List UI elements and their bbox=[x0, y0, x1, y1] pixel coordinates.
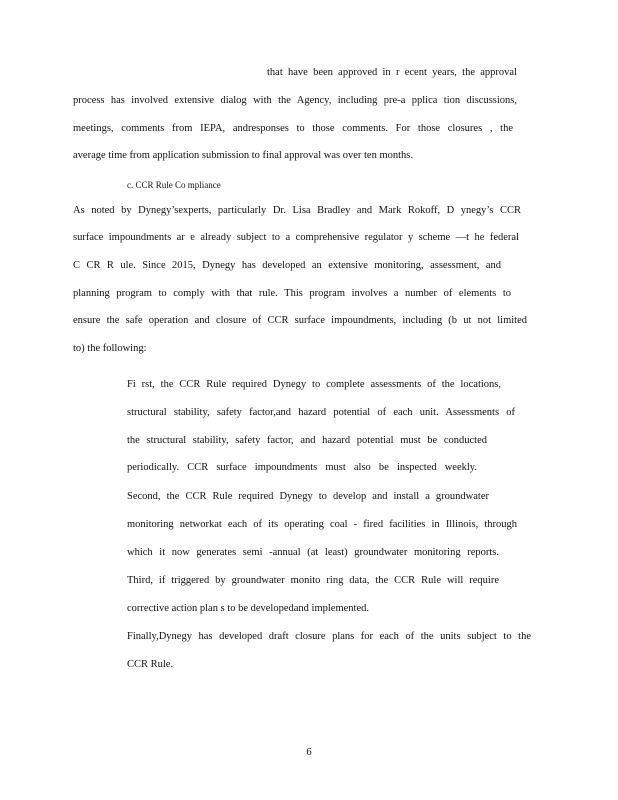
bullet-1-line: structural stability, safety factor,and hazard potential of each unit. Assessments of bbox=[127, 407, 515, 418]
bullet-1-line: the structural stability, safety factor, and hazard potential must be conducted bbox=[127, 435, 487, 446]
bullet-3-line: corrective action plan s to be developedand implemented. bbox=[127, 603, 369, 614]
bullet-4-line: Finally,Dynegy has developed draft closure plans for each of the units subject to the bbox=[127, 631, 531, 642]
paragraph-2-line: to) the following: bbox=[73, 343, 147, 354]
paragraph-2-line: ensure the safe operation and closure of CCR surface impoundments, including (b ut not limited bbox=[73, 315, 527, 326]
paragraph-1-line: average time from application submission to final approval was over ten months. bbox=[73, 150, 413, 161]
paragraph-1-line: that have been approved in r ecent years, the approval bbox=[267, 67, 517, 78]
bullet-4-line: CCR Rule. bbox=[127, 659, 174, 670]
page-number: 6 bbox=[306, 747, 312, 758]
paragraph-1-line: process has involved extensive dialog with the Agency, including pre-a pplica tion discussions, bbox=[73, 95, 517, 106]
paragraph-2-line: As noted by Dynegy’sexperts, particularly Dr. Lisa Bradley and Mark Rokoff, D ynegy’s CCR bbox=[73, 205, 521, 216]
bullet-2-line: Second, the CCR Rule required Dynegy to develop and install a groundwater bbox=[127, 491, 489, 502]
section-heading: c. CCR Rule Co mpliance bbox=[127, 180, 221, 190]
bullet-2-line: monitoring networkat each of its operating coal - fired facilities in Illinois, through bbox=[127, 519, 517, 530]
bullet-1-line: Fi rst, the CCR Rule required Dynegy to complete assessments of the locations, bbox=[127, 379, 501, 390]
paragraph-1-line: meetings, comments from IEPA, andresponses to those comments. For those closures , the bbox=[73, 123, 513, 134]
paragraph-2-line: planning program to comply with that rule. This program involves a number of elements to bbox=[73, 288, 511, 299]
bullet-1-line: periodically. CCR surface impoundments must also be inspected weekly. bbox=[127, 462, 477, 473]
bullet-3-line: Third, if triggered by groundwater monito ring data, the CCR Rule will require bbox=[127, 575, 499, 586]
paragraph-2-line: C CR R ule. Since 2015, Dynegy has developed an extensive monitoring, assessment, and bbox=[73, 260, 501, 271]
paragraph-2-line: surface impoundments ar e already subject to a comprehensive regulator y scheme —t he federal bbox=[73, 232, 519, 243]
bullet-2-line: which it now generates semi -annual (at least) groundwater monitoring reports. bbox=[127, 547, 499, 558]
